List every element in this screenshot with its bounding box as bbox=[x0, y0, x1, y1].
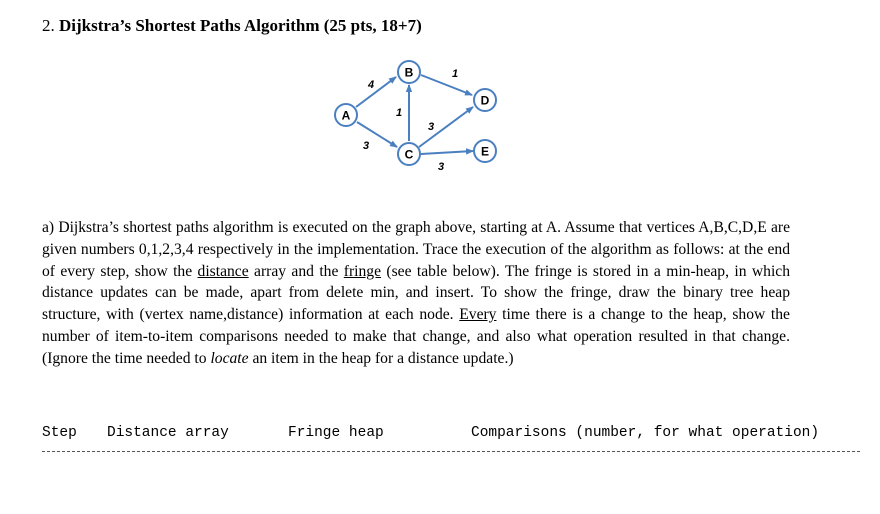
part-a-text-4: time there is a change to the heap, show the number of item-to-item comparisons needed to make that change, and also what operation resulted in that change. (Ignore the time needed to bbox=[42, 306, 790, 367]
edge-c-e bbox=[421, 151, 473, 154]
graph-diagram bbox=[320, 55, 520, 180]
node-e-label: E bbox=[480, 144, 490, 159]
table-header bbox=[0, 424, 820, 514]
part-a-paragraph bbox=[42, 217, 790, 370]
question-number: 2. bbox=[42, 16, 55, 35]
column-distance-array: Distance array bbox=[107, 425, 229, 441]
column-step: Step bbox=[42, 425, 77, 441]
node-d bbox=[474, 89, 496, 111]
node-c-label: C bbox=[404, 147, 414, 162]
table-divider bbox=[42, 451, 860, 452]
node-a-label: A bbox=[341, 108, 351, 123]
part-a-text-3: (see table below). The fringe is stored in a min-heap, in which distance updates can be made, apart from delete min, and insert. To show the fringe, draw the binary tree heap structure, with (vertex name,distance) information at each node. bbox=[42, 262, 791, 324]
fringe-term: fringe bbox=[343, 262, 382, 280]
node-a bbox=[335, 104, 357, 126]
node-d-label: D bbox=[480, 93, 490, 108]
node-e bbox=[474, 140, 496, 162]
column-fringe-heap: Fringe heap bbox=[288, 425, 384, 441]
edge-b-d bbox=[421, 75, 472, 95]
node-b bbox=[398, 61, 420, 83]
node-b-label: B bbox=[404, 65, 414, 80]
node-c bbox=[398, 143, 420, 165]
question-heading: Dijkstra’s Shortest Paths Algorithm (25 pts, 18+7) bbox=[59, 16, 422, 35]
weight-c-e: 3 bbox=[438, 161, 445, 173]
weight-c-b: 1 bbox=[396, 107, 403, 119]
part-a-text-5: an item in the heap for a distance update.) bbox=[248, 349, 514, 367]
locate-term: locate bbox=[210, 349, 249, 367]
weight-c-d: 3 bbox=[428, 121, 435, 133]
part-a-text-2: array and the bbox=[248, 262, 344, 280]
edge-a-b bbox=[356, 77, 396, 107]
distance-term: distance bbox=[197, 262, 249, 280]
question-title bbox=[42, 16, 422, 36]
weight-a-b: 4 bbox=[368, 79, 375, 91]
weight-b-d: 1 bbox=[452, 68, 459, 80]
every-term: Every bbox=[459, 306, 497, 324]
column-comparisons: Comparisons (number, for what operation) bbox=[471, 425, 820, 441]
part-a-text-1: a) Dijkstra’s shortest paths algorithm is executed on the graph above, starting at A. Assume that vertices A,B,C,D,E are given numbers 0,1,2,3,4 respectively in the implementation. Trace the execution of the algorithm as follows: at the end of every step, show the bbox=[42, 219, 790, 280]
weight-a-c: 3 bbox=[363, 140, 370, 152]
